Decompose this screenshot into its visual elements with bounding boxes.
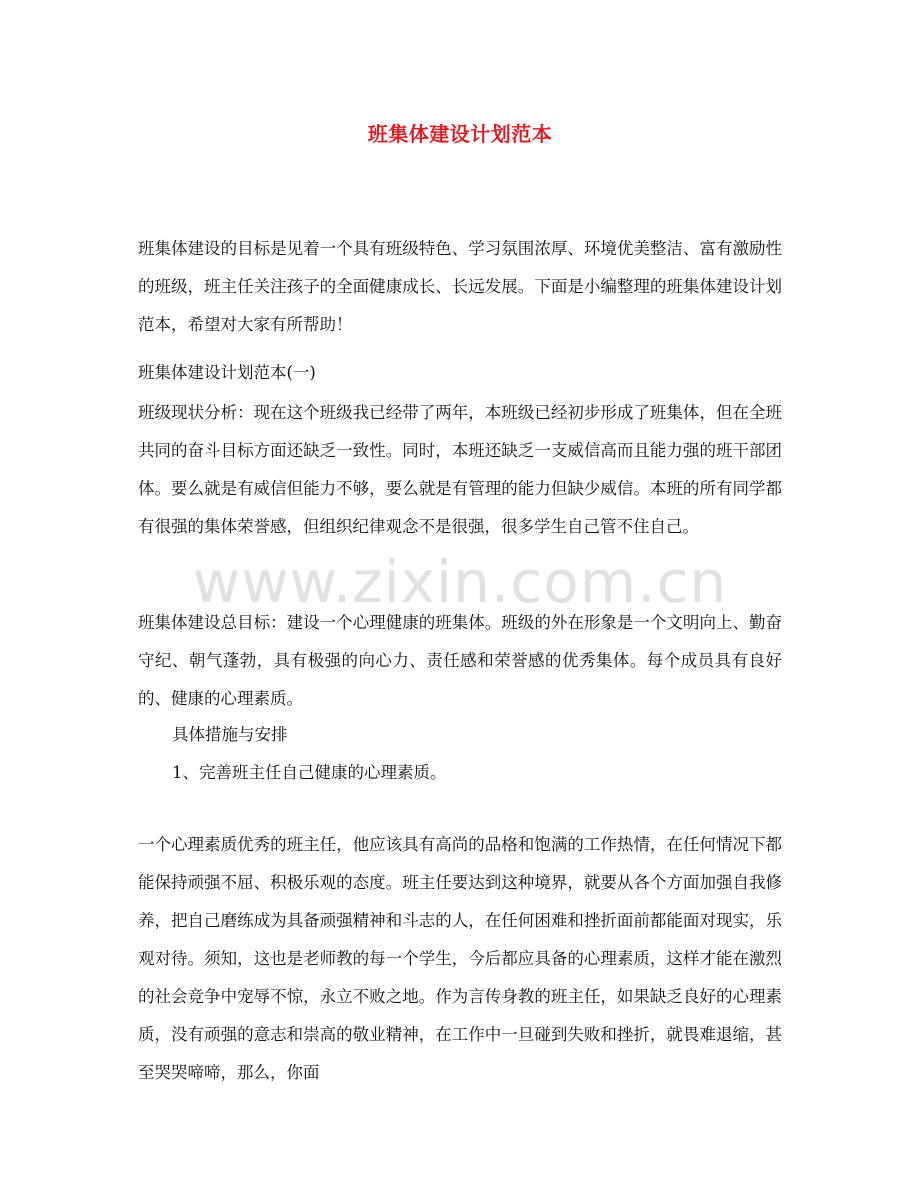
measures-heading: 具体措施与安排 [172, 725, 288, 744]
item-1-body-paragraph: 一个心理素质优秀的班主任，他应该具有高尚的品格和饱满的工作热情，在任何情况下都能保持顽强不屈、积极乐观的态度。班主任要达到这种境界，就要从各个方面加强自我修养，把自己磨练成为具备顽强精神和斗志的人，在任何困难和挫折面前都能面对现实，乐观对待。须知，这也是老师教的每一个学生，今后都应具备的心理素质，这样才能在激烈的社会竞争中宠辱不惊，永立不败之地。作为言传身教的班主任，如果缺乏良好的心理素质，没有顽强的意志和崇高的敬业精神，在工作中一旦碰到失败和挫折，就畏难退缩，甚至哭哭啼啼，那么，你面 [138, 835, 782, 1082]
section-heading-block [138, 354, 782, 392]
status-analysis-block [138, 394, 782, 546]
overall-goal-paragraph: 班集体建设总目标：建设一个心理健康的班集体。班级的外在形象是一个文明向上、勤奋守纪、朝气蓬勃，具有极强的向心力、责任感和荣誉感的优秀集体。每个成员具有良好的、健康的心理素质。 [138, 613, 782, 708]
intro-paragraph-block [138, 230, 782, 344]
measures-heading-block [138, 716, 782, 754]
item-1-heading: 1、完善班主任自己健康的心理素质。 [172, 763, 447, 782]
overall-goal-block [138, 604, 782, 718]
item-1-body-block [138, 826, 782, 1092]
status-analysis-paragraph: 班级现状分析：现在这个班级我已经带了两年，本班级已经初步形成了班集体，但在全班共同的奋斗目标方面还缺乏一致性。同时，本班还缺乏一支威信高而且能力强的班干部团体。要么就是有威信但能力不够，要么就是有管理的能力但缺少威信。本班的所有同学都有很强的集体荣誉感，但组织纪律观念不是很强，很多学生自己管不住自己。 [138, 403, 782, 536]
section-heading: 班集体建设计划范本(一) [138, 363, 316, 382]
watermark-text: www.zixin.com.cn [192, 548, 728, 616]
item-1-block [138, 754, 782, 792]
intro-paragraph: 班集体建设的目标是见着一个具有班级特色、学习氛围浓厚、环境优美整洁、富有激励性的班级，班主任关注孩子的全面健康成长、长远发展。下面是小编整理的班集体建设计划范本，希望对大家有所帮助！ [138, 239, 782, 334]
document-title: 班集体建设计划范本 [367, 122, 553, 146]
